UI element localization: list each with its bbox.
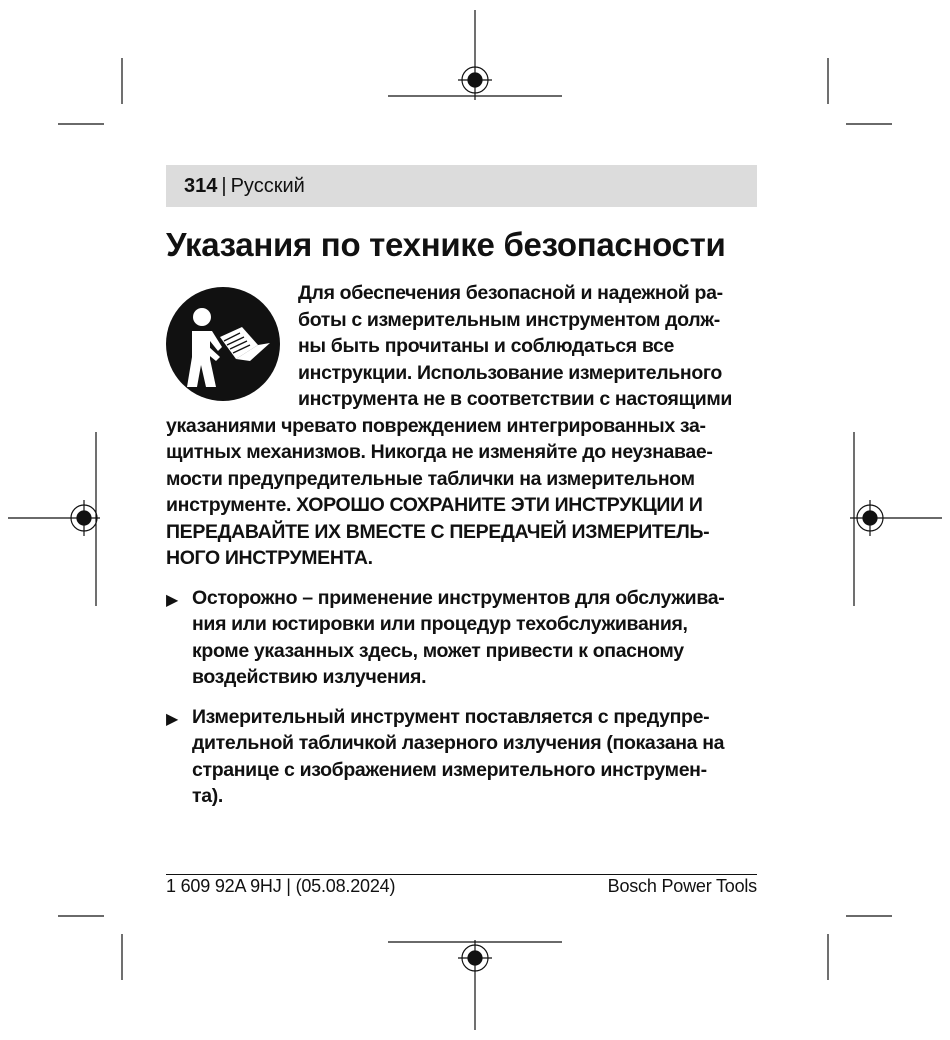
intro-line: НОГО ИНСТРУМЕНТА. — [166, 547, 373, 569]
registration-mark-right — [850, 432, 942, 606]
warning-list — [166, 585, 758, 810]
safety-content — [166, 280, 758, 823]
intro-line: ПЕРЕДАВАЙТЕ ИХ ВМЕСТЕ С ПЕРЕДАЧЕЙ ИЗМЕРИТЕЛЬ- — [166, 520, 710, 543]
intro-line: инструменте. ХОРОШО СОХРАНИТЕ ЭТИ ИНСТРУКЦИИ И — [166, 494, 703, 516]
intro-paragraph — [166, 280, 758, 572]
warning-item — [166, 585, 758, 691]
intro-line: ны быть прочитаны и соблюдаться все — [298, 335, 675, 357]
header-separator: | — [221, 174, 227, 197]
warning-line: странице с изображением измерительного инструмен- — [192, 758, 707, 781]
registration-mark-bottom — [388, 940, 562, 1030]
intro-line: инструмента не в соответствии с настоящими — [298, 388, 733, 410]
document-code: 1 609 92A 9HJ | (05.08.2024) — [166, 876, 396, 896]
registration-mark-left — [8, 432, 100, 606]
warning-line: Измерительный инструмент поставляется с предупре- — [192, 705, 710, 728]
warning-line: дительной табличкой лазерного излучения (показана на — [192, 732, 725, 754]
intro-line: боты с измерительным инструментом долж- — [298, 308, 720, 331]
footer-divider — [166, 874, 757, 875]
bullet-arrow-icon: ▶ — [166, 591, 178, 609]
bullet-arrow-icon: ▶ — [166, 710, 178, 728]
intro-line: инструкции. Использование измерительного — [298, 361, 722, 384]
warning-line: Осторожно – применение инструментов для обслужива- — [192, 586, 725, 609]
page-footer — [166, 876, 757, 897]
warning-line: воздействию излучения. — [192, 666, 427, 688]
page-title: Указания по технике безопасности — [166, 226, 726, 263]
intro-line: Для обеспечения безопасной и надежной ра- — [298, 282, 723, 304]
intro-line: указаниями чревато повреждением интегрированных за- — [166, 414, 706, 437]
warning-item — [166, 704, 758, 810]
brand-name: Bosch Power Tools — [607, 876, 757, 896]
registration-mark-top — [388, 10, 562, 100]
intro-line: мости предупредительные таблички на измерительном — [166, 467, 695, 490]
warning-line: ния или юстировки или процедур техобслуживания, — [192, 613, 688, 635]
page-header — [166, 165, 757, 207]
warning-line: та). — [192, 785, 223, 807]
page-number: 314 — [184, 174, 218, 197]
language-label: Русский — [230, 174, 305, 197]
warning-line: кроме указанных здесь, может привести к опасному — [192, 639, 684, 662]
intro-line: щитных механизмов. Никогда не изменяйте до неузнавае- — [166, 441, 713, 463]
